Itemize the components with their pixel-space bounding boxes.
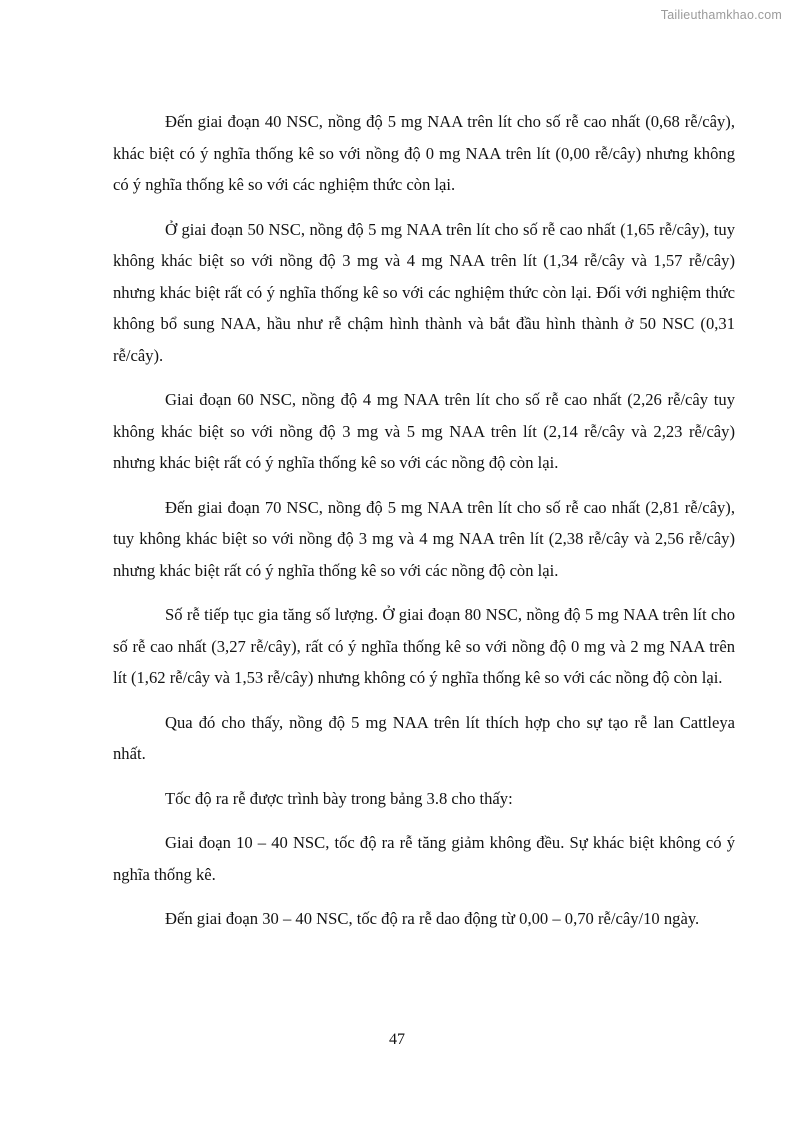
watermark: Tailieuthamkhao.com [660,8,782,22]
paragraph: Số rễ tiếp tục gia tăng số lượng. Ở giai đoạn 80 NSC, nồng độ 5 mg NAA trên lít cho số rễ cao nhất (3,27 rễ/cây), rất có ý nghĩa thống kê so với nồng độ 0 mg và 2 mg NAA trên lít (1,62 rễ/cây và 1,53 rễ/cây) nhưng không có ý nghĩa thống kê so với các nồng độ còn lại. [113,605,735,687]
paragraph: Đến giai đoạn 40 NSC, nồng độ 5 mg NAA trên lít cho số rễ cao nhất (0,68 rễ/cây), khác biệt có ý nghĩa thống kê so với nồng độ 0 mg NAA trên lít (0,00 rễ/cây) nhưng không có ý nghĩa thống kê so với các nghiệm thức còn lại. [113,112,735,194]
page-number: 47 [389,1031,405,1048]
paragraph: Giai đoạn 10 – 40 NSC, tốc độ ra rễ tăng giảm không đều. Sự khác biệt không có ý nghĩa thống kê. [113,833,735,884]
paragraph: Tốc độ ra rễ được trình bày trong bảng 3.8 cho thấy: [165,788,513,808]
paragraph: Ở giai đoạn 50 NSC, nồng độ 5 mg NAA trên lít cho số rễ cao nhất (1,65 rễ/cây), tuy không khác biệt so với nồng độ 3 mg và 4 mg NAA trên lít (1,34 rễ/cây và 1,57 rễ/cây) nhưng khác biệt rất có ý nghĩa thống kê so với các nghiệm thức còn lại. Đối với nghiệm thức không bổ sung NAA, hầu như rễ chậm hình thành và bắt đầu hình thành ở 50 NSC (0,31 rễ/cây). [113,219,735,365]
paragraph: Đến giai đoạn 30 – 40 NSC, tốc độ ra rễ dao động từ 0,00 – 0,70 rễ/cây/10 ngày. [165,909,700,928]
page-content [113,106,735,948]
paragraph: Đến giai đoạn 70 NSC, nồng độ 5 mg NAA trên lít cho số rễ cao nhất (2,81 rễ/cây), tuy không khác biệt so với nồng độ 3 mg và 4 mg NAA trên lít (2,38 rễ/cây và 2,56 rễ/cây) nhưng khác biệt rất có ý nghĩa thống kê so với các nồng độ còn lại. [113,497,735,580]
paragraph: Qua đó cho thấy, nồng độ 5 mg NAA trên lít thích hợp cho sự tạo rễ lan Cattleya nhất. [113,712,735,763]
paragraph: Giai đoạn 60 NSC, nồng độ 4 mg NAA trên lít cho số rễ cao nhất (2,26 rễ/cây tuy không khác biệt so với nồng độ 3 mg và 5 mg NAA trên lít (2,14 rễ/cây và 2,23 rễ/cây) nhưng khác biệt rất có ý nghĩa thống kê so với các nồng độ còn lại. [113,390,735,472]
